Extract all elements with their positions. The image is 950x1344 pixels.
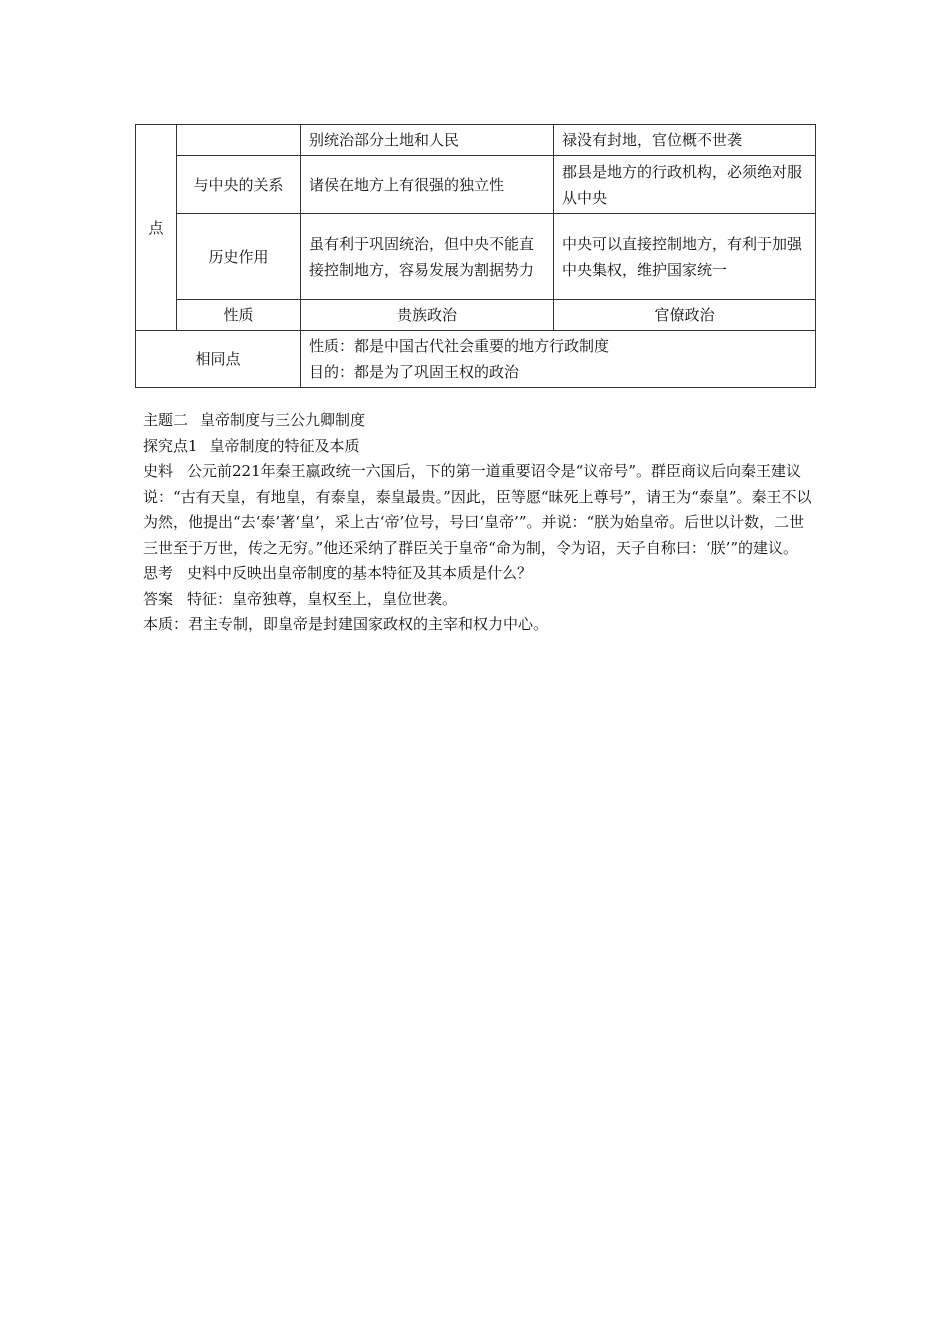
table-cell	[301, 331, 816, 388]
answer-paragraph	[143, 587, 815, 613]
similarity-nature: 性质：都是中国古代社会重要的地方行政制度	[309, 337, 610, 355]
think-paragraph	[143, 561, 815, 587]
theme-heading	[143, 408, 815, 434]
row-label: 相同点	[136, 331, 301, 388]
table-cell: 禄没有封地，官位概不世袭	[554, 125, 816, 156]
point-title: 皇帝制度的特征及本质	[209, 436, 360, 455]
point-heading	[143, 434, 815, 460]
row-label: 历史作用	[177, 214, 301, 300]
point-label: 探究点1	[143, 436, 198, 455]
row-label: 性质	[177, 300, 301, 331]
answer-label: 答案	[143, 589, 174, 608]
table-cell: 诸侯在地方上有很强的独立性	[301, 156, 554, 214]
source-label: 史料	[143, 462, 174, 480]
source-paragraph	[143, 459, 815, 561]
table-cell: 官僚政治	[554, 300, 816, 331]
think-text: 史料中反映出皇帝制度的基本特征及其本质是什么？	[187, 564, 533, 582]
table-cell: 虽有利于巩固统治，但中央不能直接控制地方，容易发展为割据势力	[301, 214, 554, 300]
body-text	[143, 408, 815, 638]
table-cell: 中央可以直接控制地方，有利于加强中央集权，维护国家统一	[554, 214, 816, 300]
row-label: 与中央的关系	[177, 156, 301, 214]
theme-label: 主题二	[143, 411, 189, 429]
comparison-table	[135, 124, 816, 388]
table-row	[136, 214, 816, 300]
table-cell: 别统治部分土地和人民	[301, 125, 554, 156]
theme-title: 皇帝制度与三公九卿制度	[200, 411, 366, 429]
table-cell: 郡县是地方的行政机构，必须绝对服从中央	[554, 156, 816, 214]
table-row	[136, 156, 816, 214]
side-label-cell: 点	[136, 125, 177, 331]
table-cell: 贵族政治	[301, 300, 554, 331]
table-row	[136, 125, 816, 156]
similarity-purpose: 目的：都是为了巩固王权的政治	[309, 363, 520, 381]
row-label	[177, 125, 301, 156]
source-text: 公元前221年秦王嬴政统一六国后，下的第一道重要诏令是“议帝号”。群臣商议后向秦王建议说：“古有天皇，有地皇，有泰皇，泰皇最贵。”因此，臣等愿“昧死上尊号”，请王为“泰皇”。秦王不以为然，他提出“去‘泰’著‘皇’，采上古‘帝’位号，号曰‘皇帝’”。并说：“朕为始皇帝。后世以计数，二世三世至于万世，传之无穷。”他还采纳了群臣关于皇帝“命为制，令为诏，天子自称曰：‘朕’”的建议。	[143, 462, 812, 557]
essence-paragraph: 本质：君主专制，即皇帝是封建国家政权的主宰和权力中心。	[143, 615, 549, 633]
table-row	[136, 331, 816, 388]
answer-text: 特征：皇帝独尊，皇权至上，皇位世袭。	[187, 589, 458, 608]
think-label: 思考	[143, 564, 174, 582]
table-row	[136, 300, 816, 331]
